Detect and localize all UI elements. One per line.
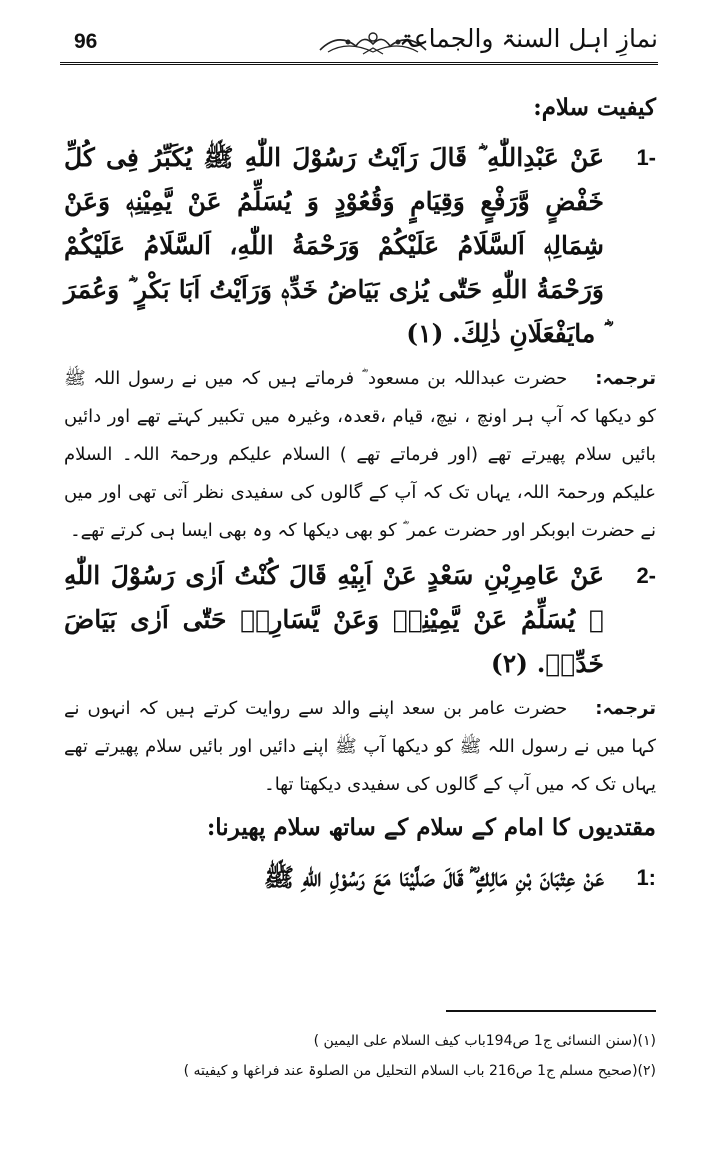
footnote-rule bbox=[446, 1010, 656, 1012]
hadith-translation bbox=[64, 690, 656, 804]
hadith-arabic-text: عَنْ عَامِرِبْنِ سَعْدٍ عَنْ اَبِيْهِ قَالَ كُنْتُ اَرٰى رَسُوْلَ اللّٰهِ ﷺ يُسَلِّمُ عَنْ يَّمِيْنِهٖ وَعَنْ يَّسَارِهٖ حَتّٰى اَرٰى بَيَاضَ خَدِّهٖ. (٢) bbox=[64, 561, 604, 678]
hadith-number: 2- bbox=[636, 563, 656, 588]
section-heading-followers-salam: مقتدیوں کا امام کے سلام کے ساتھ سلام پھیرنا: bbox=[206, 814, 656, 841]
page-content bbox=[64, 90, 656, 904]
hadith-number: 1: bbox=[636, 865, 656, 890]
translation-text: حضرت عبداللہ بن مسعود ؓ فرماتے ہیں کہ میں نے رسول اللہ ﷺ کو دیکھا کہ آپ ہر اونچ ، نیچ، قیام ،قعدہ، وغیرہ میں تکبیر کہتے تھے اور دائیں بائیں سلام پھیرتے تھے (اور فرماتے تھے ) السلام علیکم ورحمۃ اللہ۔ السلام علیکم ورحمۃ اللہ، یہاں تک کہ آپ کے گالوں کی سفیدی نظر آتی تھی اور میں نے حضرت ابوبکر اور حضرت عمر ؓ کو بھی دیکھا کہ وہ بھی ایسا ہی کرتے تھے۔ bbox=[64, 368, 656, 541]
hadith-translation bbox=[64, 360, 656, 550]
hadith-arabic-text: عَنْ عَبْدِاللّٰهِ ؓ قَالَ رَاَيْتُ رَسُوْلَ اللّٰهِ ﷺ يُكَبِّرُ فِى كُلِّ خَفْضٍ وَّرَفْعٍ وَقِيَامٍ وَقُعُوْدٍ وَ يُسَلِّمُ عَنْ يَّمِيْنِهٖ وَعَنْ شِمَالِهٖ اَلسَّلَامُ عَلَيْكُمْ وَرَحْمَةُ اللّٰهِ، اَلسَّلَامُ عَلَيْكُمْ وَرَحْمَةُ اللّٰهِ حَتّٰى يُرٰى بَيَاضُ خَدِّهٖ وَرَاَيْتُ اَبَا بَكْرٍ ؓ وَعُمَرَ ؓ مايَفْعَلَانِ ذٰلِكَ. (١) bbox=[64, 143, 604, 348]
hadith-number: 1- bbox=[636, 145, 656, 170]
footnote: (١)(سنن النسائی ج1 ص194باب کیف السلام علی الیمین ) bbox=[313, 1033, 656, 1049]
translation-text: حضرت عامر بن سعد اپنے والد سے روایت کرتے ہیں کہ انہوں نے کہا میں نے رسول اللہ ﷺ کو دیکھا آپ ﷺ اپنے دائیں اور بائیں سلام پھیرتے تھے یہاں تک کہ میں آپ کے گالوں کی سفیدی دیکھتا تھا۔ bbox=[64, 698, 656, 795]
translation-label: ترجمہ: bbox=[595, 698, 656, 719]
page-number: 96 bbox=[74, 30, 98, 53]
hadith-entry bbox=[64, 554, 656, 686]
footnotes bbox=[80, 1010, 656, 1086]
section-heading-salam-method: کیفیت سلام: bbox=[533, 94, 656, 121]
hadith-entry bbox=[64, 856, 656, 900]
footnote: (٢)(صحیح مسلم ج1 ص216 باب السلام التحلیل من الصلوۃ عند فراغها و کیفیته ) bbox=[183, 1063, 656, 1079]
page-header bbox=[60, 22, 658, 70]
hadith-entry bbox=[64, 136, 656, 356]
running-title: نمازِ اہل السنۃ والجماعۃ bbox=[399, 24, 658, 53]
translation-label: ترجمہ: bbox=[595, 368, 656, 389]
hadith-arabic-text: عَنْ عِتْبَانَ بْنِ مَالِكٍ ؓ قَالَ صَلَّيْنَا مَعَ رَسُوْلِ اللّٰهِ ﷺ bbox=[263, 863, 604, 892]
header-rule bbox=[60, 62, 658, 65]
